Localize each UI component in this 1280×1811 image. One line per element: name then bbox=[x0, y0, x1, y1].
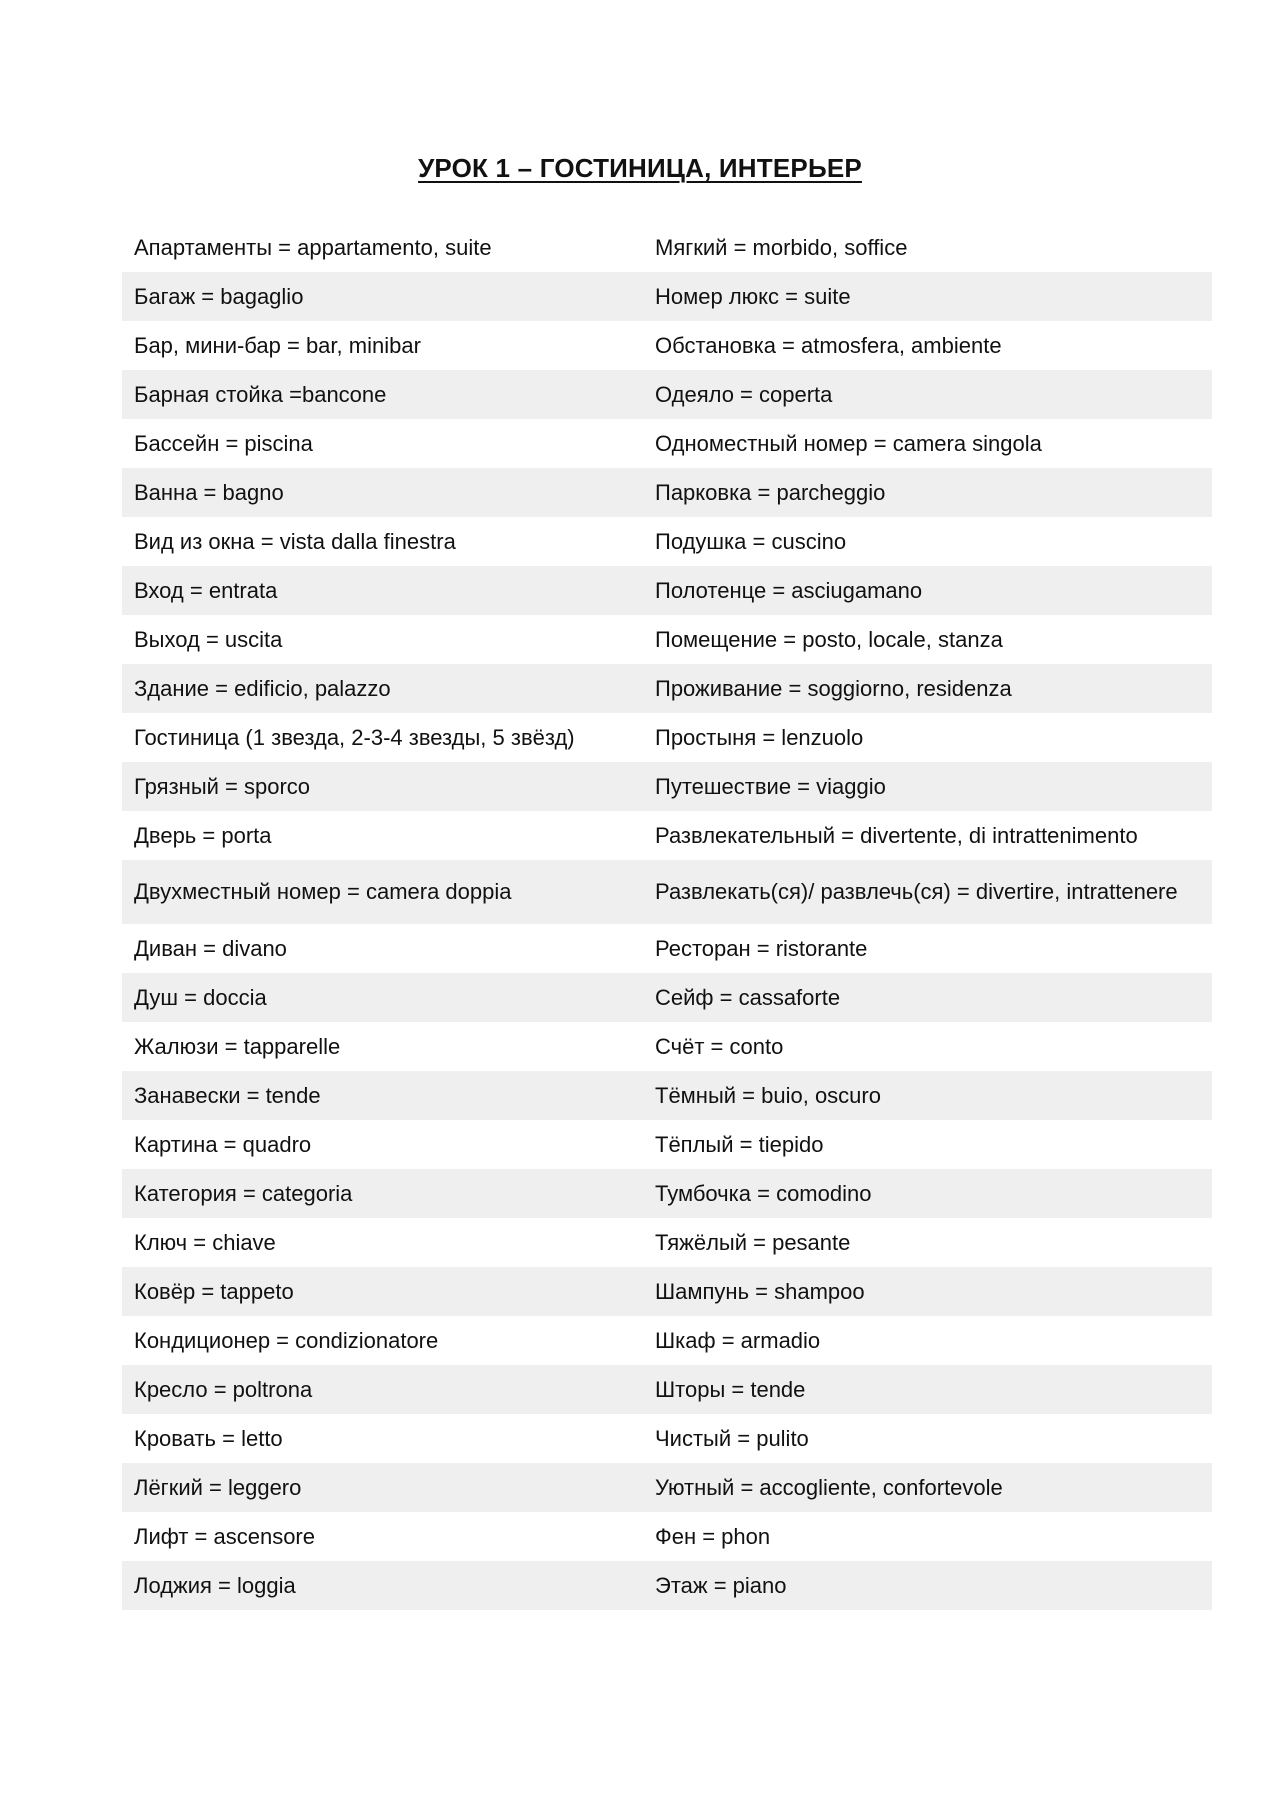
vocab-entry-left: Апартаменты = appartamento, suite bbox=[134, 234, 492, 260]
vocab-entry-right: Развлекательный = divertente, di intrattenimento bbox=[655, 822, 1138, 848]
vocab-entry-right: Шампунь = shampoo bbox=[643, 1267, 1212, 1316]
vocab-entry-left: Жалюзи = tapparelle bbox=[134, 1033, 341, 1059]
vocab-entry-left: Грязный = sporco bbox=[122, 762, 643, 811]
vocab-entry-right: Фен = phon bbox=[655, 1523, 771, 1549]
vocab-entry-left: Занавески = tende bbox=[122, 1071, 643, 1120]
vocab-entry-right: Парковка = parcheggio bbox=[643, 468, 1212, 517]
vocab-entry-left: Здание = edificio, palazzo bbox=[122, 664, 643, 713]
table-row bbox=[122, 1120, 1212, 1169]
table-row bbox=[122, 223, 1212, 272]
vocab-entry-right: Помещение = posto, locale, stanza bbox=[655, 626, 1003, 652]
vocab-entry-right: Полотенце = asciugamano bbox=[643, 566, 1212, 615]
vocab-entry-right: Шкаф = armadio bbox=[655, 1327, 821, 1353]
table-row bbox=[122, 1316, 1212, 1365]
vocab-entry-left: Барная стойка =bancone bbox=[122, 370, 643, 419]
vocab-entry-left: Вход = entrata bbox=[122, 566, 643, 615]
vocab-entry-right: Тяжёлый = pesante bbox=[655, 1229, 851, 1255]
vocab-entry-right: Одеяло = coperta bbox=[643, 370, 1212, 419]
table-row bbox=[122, 860, 1212, 924]
vocab-entry-right: Одноместный номер = camera singola bbox=[655, 430, 1042, 456]
vocab-entry-right: Подушка = cuscino bbox=[655, 528, 847, 554]
vocab-entry-left: Кровать = letto bbox=[134, 1425, 283, 1451]
vocab-entry-right: Проживание = soggiorno, residenza bbox=[643, 664, 1212, 713]
vocab-entry-right: Тумбочка = comodino bbox=[643, 1169, 1212, 1218]
vocab-entry-left: Бассейн = piscina bbox=[134, 430, 313, 456]
vocab-entry-right: Мягкий = morbido, soffice bbox=[655, 234, 908, 260]
vocab-entry-left: Двухместный номер = camera doppia bbox=[122, 860, 643, 924]
table-row bbox=[122, 1169, 1212, 1218]
table-row bbox=[122, 1414, 1212, 1463]
vocab-entry-left: Гостиница (1 звезда, 2-3-4 звезды, 5 звёзд) bbox=[134, 724, 575, 750]
table-row bbox=[122, 566, 1212, 615]
table-row bbox=[122, 713, 1212, 762]
vocab-entry-right: Сейф = cassaforte bbox=[643, 973, 1212, 1022]
vocab-entry-right: Этаж = piano bbox=[643, 1561, 1212, 1610]
vocab-entry-left: Выход = uscita bbox=[134, 626, 283, 652]
vocab-entry-right: Простыня = lenzuolo bbox=[655, 724, 864, 750]
table-row bbox=[122, 370, 1212, 419]
table-row bbox=[122, 1071, 1212, 1120]
table-row bbox=[122, 1267, 1212, 1316]
page-title: УРОК 1 – ГОСТИНИЦА, ИНТЕРЬЕР bbox=[418, 153, 862, 183]
vocab-entry-right: Ресторан = ristorante bbox=[655, 935, 868, 961]
table-row bbox=[122, 1022, 1212, 1071]
vocab-entry-right: Чистый = pulito bbox=[655, 1425, 809, 1451]
vocab-entry-left: Ванна = bagno bbox=[122, 468, 643, 517]
table-row bbox=[122, 924, 1212, 973]
table-row bbox=[122, 419, 1212, 468]
table-row bbox=[122, 517, 1212, 566]
table-row bbox=[122, 1561, 1212, 1610]
table-row bbox=[122, 272, 1212, 321]
table-row bbox=[122, 1365, 1212, 1414]
table-row bbox=[122, 811, 1212, 860]
vocab-entry-right: Обстановка = atmosfera, ambiente bbox=[655, 332, 1002, 358]
table-row bbox=[122, 468, 1212, 517]
table-row bbox=[122, 762, 1212, 811]
table-row bbox=[122, 1218, 1212, 1267]
table-row bbox=[122, 1512, 1212, 1561]
table-row bbox=[122, 973, 1212, 1022]
vocab-entry-right: Уютный = accogliente, confortevole bbox=[643, 1463, 1212, 1512]
vocab-entry-right: Тёплый = tiepido bbox=[655, 1131, 824, 1157]
vocab-entry-left: Диван = divano bbox=[134, 935, 287, 961]
vocab-entry-left: Лёгкий = leggero bbox=[122, 1463, 643, 1512]
vocab-entry-left: Душ = doccia bbox=[122, 973, 643, 1022]
vocab-entry-left: Бар, мини-бар = bar, minibar bbox=[134, 332, 421, 358]
vocab-entry-left: Дверь = porta bbox=[134, 822, 272, 848]
vocab-entry-left: Категория = categoria bbox=[122, 1169, 643, 1218]
vocab-entry-left: Вид из окна = vista dalla finestra bbox=[134, 528, 456, 554]
vocab-entry-right: Номер люкс = suite bbox=[643, 272, 1212, 321]
vocab-entry-left: Лифт = ascensore bbox=[134, 1523, 315, 1549]
vocab-entry-right: Шторы = tende bbox=[643, 1365, 1212, 1414]
vocab-entry-right: Счёт = conto bbox=[655, 1033, 784, 1059]
table-row bbox=[122, 321, 1212, 370]
vocab-entry-left: Ковёр = tappeto bbox=[122, 1267, 643, 1316]
vocab-entry-left: Кондиционер = condizionatore bbox=[134, 1327, 439, 1353]
vocab-entry-right: Тёмный = buio, oscuro bbox=[643, 1071, 1212, 1120]
table-row bbox=[122, 664, 1212, 713]
vocabulary-table bbox=[122, 223, 1212, 1610]
vocab-entry-right: Развлекать(ся)/ развлечь(ся) = divertire, intrattenere bbox=[643, 860, 1212, 924]
vocab-entry-left: Картина = quadro bbox=[134, 1131, 312, 1157]
vocab-entry-right: Путешествие = viaggio bbox=[643, 762, 1212, 811]
vocab-entry-left: Багаж = bagaglio bbox=[122, 272, 643, 321]
vocab-entry-left: Ключ = chiave bbox=[134, 1229, 276, 1255]
table-row bbox=[122, 1463, 1212, 1512]
table-row bbox=[122, 615, 1212, 664]
vocab-entry-left: Лоджия = loggia bbox=[122, 1561, 643, 1610]
vocab-entry-left: Кресло = poltrona bbox=[122, 1365, 643, 1414]
